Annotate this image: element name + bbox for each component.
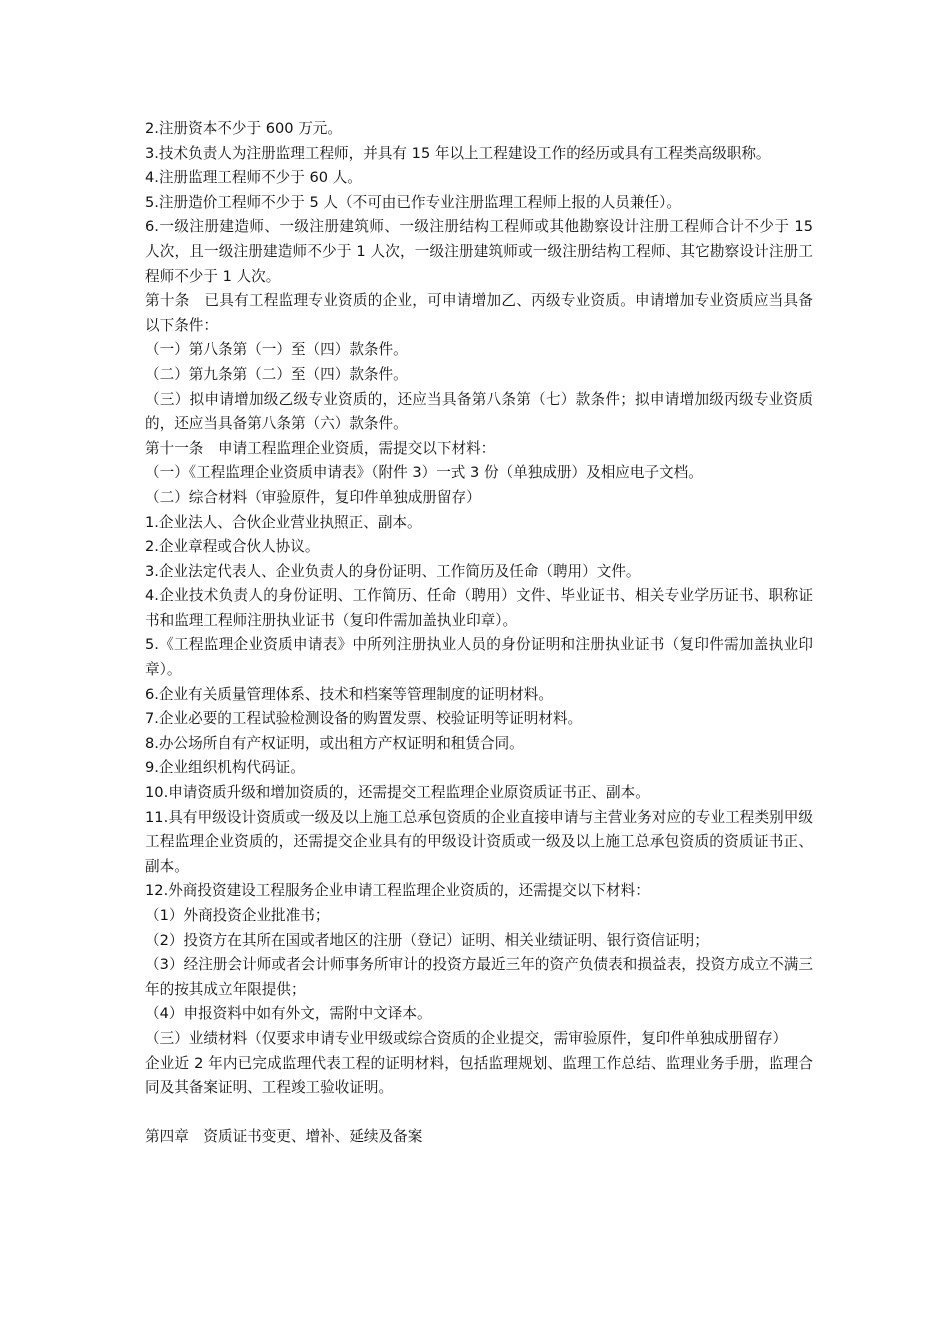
material-item-5: 5.《工程监理企业资质申请表》中所列注册执业人员的身份证明和注册执业证书（复印件需加盖执业印章）。 bbox=[145, 636, 813, 679]
article-10-item-2: （二）第九条第（二）至（四）款条件。 bbox=[145, 365, 408, 383]
material-item-6: 6.企业有关质量管理体系、技术和档案等管理制度的证明材料。 bbox=[145, 685, 553, 703]
material-item-7: 7.企业必要的工程试验检测设备的购置发票、校验证明等证明材料。 bbox=[145, 710, 583, 728]
paragraph-technical-lead: 3.技术负责人为注册监理工程师，并具有 15 年以上工程建设工作的经历或具有工程类高级职称。 bbox=[145, 144, 771, 162]
paragraph-registered-capital: 2.注册资本不少于 600 万元。 bbox=[145, 120, 342, 137]
document-page bbox=[145, 117, 813, 1150]
material-item-2: 2.企业章程或合伙人协议。 bbox=[145, 538, 320, 556]
article-10-item-1: （一）第八条第（一）至（四）款条件。 bbox=[145, 341, 408, 359]
material-item-1: 1.企业法人、合伙企业营业执照正、副本。 bbox=[145, 513, 422, 531]
paragraph-registered-architects: 6.一级注册建造师、一级注册建筑师、一级注册结构工程师或其他勘察设计注册工程师合计不少于 15 人次，且一级注册建造师不少于 1 人次，一级注册建筑师或一级注册结构工程师、其它勘察设计注册工程师不少于 1 人次。 bbox=[145, 218, 813, 285]
article-10: 第十条 已具有工程监理专业资质的企业，可申请增加乙、丙级专业资质。申请增加专业资质应当具备以下条件： bbox=[145, 292, 813, 334]
paragraph-cost-engineers: 5.注册造价工程师不少于 5 人（不可由已作专业注册监理工程师上报的人员兼任）。 bbox=[145, 193, 681, 211]
foreign-item-1: （1）外商投资企业批准书； bbox=[145, 907, 330, 924]
material-item-3: 3.企业法定代表人、企业负责人的身份证明、工作简历及任命（聘用）文件。 bbox=[145, 562, 641, 580]
material-item-11: 11.具有甲级设计资质或一级及以上施工总承包资质的企业直接申请与主营业务对应的专业工程类别甲级工程监理企业资质的，还需提交企业具有的甲级设计资质或一级及以上施工总承包资质的资质证书正、副本。 bbox=[145, 808, 813, 875]
material-item-10: 10.申请资质升级和增加资质的，还需提交工程监理企业原资质证书正、副本。 bbox=[145, 784, 650, 802]
foreign-item-3: （3）经注册会计师或者会计师事务所审计的投资方最近三年的资产负债表和损益表，投资方成立不满三年的按其成立年限提供； bbox=[145, 956, 813, 998]
article-11-item-2: （二）综合材料（审验原件，复印件单独成册留存） bbox=[145, 488, 481, 506]
foreign-item-4: （4）申报资料中如有外文，需附中文译本。 bbox=[145, 1005, 432, 1023]
article-10-item-3: （三）拟申请增加级乙级专业资质的，还应当具备第八条第（七）款条件；拟申请增加级丙级专业资质的，还应当具备第八条第（六）款条件。 bbox=[145, 390, 813, 433]
performance-materials: 企业近 2 年内已完成监理代表工程的证明材料，包括监理规划、监理工作总结、监理业务手册，监理合同及其备案证明、工程竣工验收证明。 bbox=[145, 1054, 813, 1097]
material-item-4: 4.企业技术负责人的身份证明、工作简历、任命（聘用）文件、毕业证书、相关专业学历证书、职称证书和监理工程师注册执业证书（复印件需加盖执业印章）。 bbox=[145, 587, 813, 629]
material-item-9: 9.企业组织机构代码证。 bbox=[145, 759, 305, 777]
material-item-8: 8.办公场所自有产权证明，或出租方产权证明和租赁合同。 bbox=[145, 734, 524, 752]
foreign-item-2: （2）投资方在其所在国或者地区的注册（登记）证明、相关业绩证明、银行资信证明； bbox=[145, 931, 709, 949]
material-item-12: 12.外商投资建设工程服务企业申请工程监理企业资质的，还需提交以下材料： bbox=[145, 882, 650, 900]
paragraph-supervision-engineers: 4.注册监理工程师不少于 60 人。 bbox=[145, 169, 362, 187]
article-11-item-3: （三）业绩材料（仅要求申请专业甲级或综合资质的企业提交，需审验原件，复印件单独成册留存） bbox=[145, 1029, 788, 1047]
article-11: 第十一条 申请工程监理企业资质，需提交以下材料： bbox=[145, 439, 496, 457]
article-11-item-1: （一）《工程监理企业资质申请表》（附件 3）一式 3 份（单独成册）及相应电子文档。 bbox=[145, 464, 703, 482]
chapter-heading: 第四章 资质证书变更、增补、延续及备案 bbox=[145, 1128, 423, 1146]
